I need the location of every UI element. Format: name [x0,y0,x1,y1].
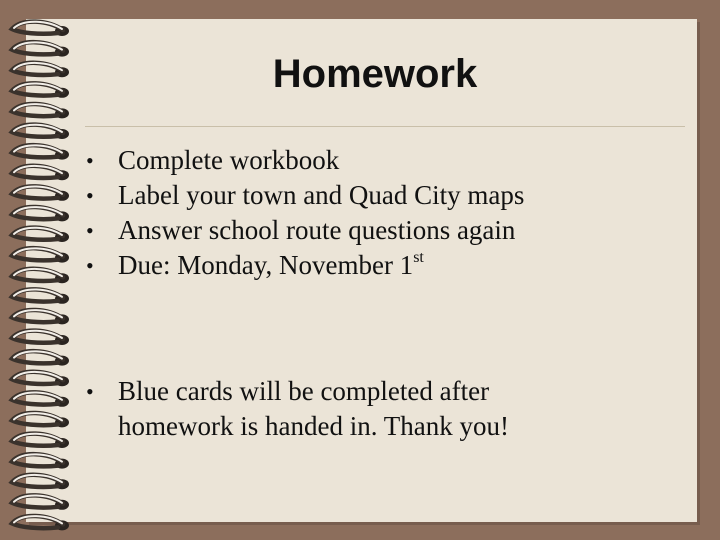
list-item [82,143,682,178]
binding-ring [12,372,69,386]
title-divider [85,126,685,127]
list-item-text: Answer school route questions again [118,215,516,245]
list-item [82,178,682,213]
binding-ring [12,42,69,56]
bullet-icon: • [86,253,94,278]
binding-ring [12,516,69,530]
ordinal-suffix: st [413,249,424,266]
note-item [82,374,682,444]
binding-ring [12,248,69,262]
binding-ring [12,166,69,180]
binding-ring [12,228,69,242]
binding-ring [12,413,69,427]
binding-ring [12,475,69,489]
list-item-text: Complete workbook [118,145,340,175]
binding-ring [12,104,69,118]
list-item [82,213,682,248]
spiral-binding-icon [0,0,90,540]
binding-ring [12,392,69,406]
bullet-icon: • [86,183,94,208]
bullet-icon: • [86,218,94,243]
bullet-icon: • [86,148,94,173]
binding-ring [12,269,69,283]
list-item-text: Due: Monday, November 1 [118,250,414,280]
binding-ring [12,495,69,509]
binding-ring [12,331,69,345]
note-line-2: homework is handed in. Thank you! [118,411,509,441]
list-item-text: Label your town and Quad City maps [118,180,525,210]
binding-ring [12,145,69,159]
binding-ring [12,63,69,77]
binding-ring [12,22,69,36]
binding-ring [12,207,69,221]
homework-list [82,143,682,283]
bullet-icon: • [86,379,94,404]
binding-ring [12,83,69,97]
note-line-1: Blue cards will be completed after [118,376,490,406]
binding-ring [12,434,69,448]
list-item [82,248,682,283]
binding-ring [12,454,69,468]
note-list [82,374,682,444]
binding-ring [12,125,69,139]
slide-title: Homework [272,52,478,96]
binding-ring [12,289,69,303]
binding-ring [12,351,69,365]
binding-ring [12,186,69,200]
binding-ring [12,310,69,324]
